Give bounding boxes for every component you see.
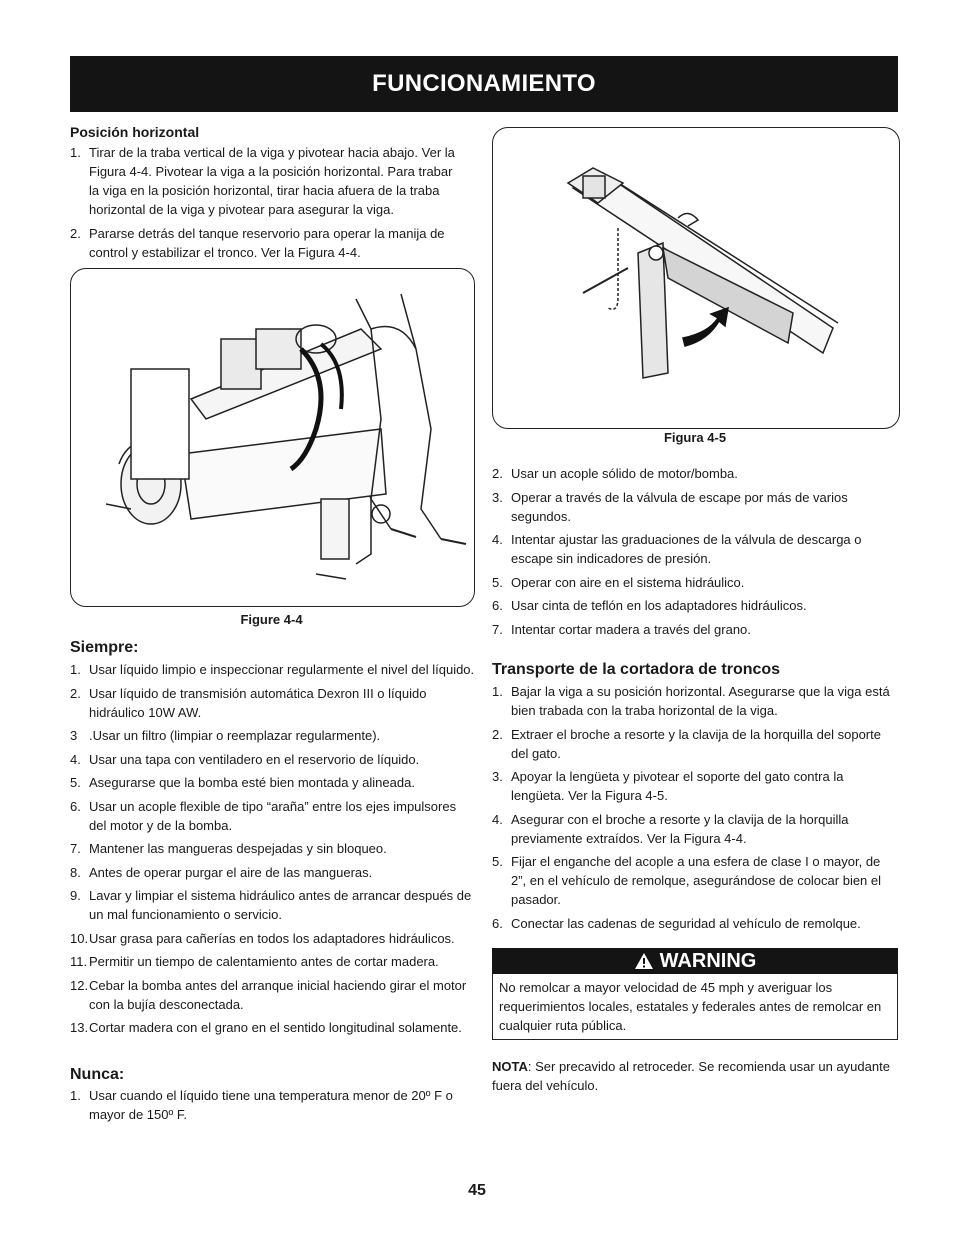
- list-nunca: [70, 1086, 465, 1129]
- figure-4-5-caption: Figura 4-5: [663, 430, 727, 445]
- list-item: 13. Cortar madera con el grano en el sentido longitudinal solamente.: [70, 1020, 462, 1035]
- figure-4-4: [70, 268, 475, 607]
- list-item: 6. Conectar las cadenas de seguridad al vehículo de remolque.: [492, 915, 861, 931]
- note-label: NOTA: [492, 1059, 528, 1074]
- list-item: 8. Antes de operar purgar el aire de las mangueras.: [70, 864, 373, 880]
- heading-transporte: Transporte de la cortadora de troncos: [492, 661, 781, 678]
- warning-header: [492, 948, 898, 974]
- list-item: 5. Operar con aire en el sistema hidráulico.: [492, 574, 745, 590]
- page-number: 45: [468, 1182, 486, 1199]
- list-item: 4. Asegurar con el broche a resorte y la clavija de la horquilla previamente extraídos. Ver la Figura 4-4.: [492, 811, 849, 846]
- list-item: 2. Usar un acople sólido de motor/bomba.: [492, 466, 738, 481]
- list-transporte: [492, 682, 898, 937]
- list-item: 5. Fijar el enganche del acople a una esfera de clase I o mayor, de 2”, en el vehículo de remolque, asegurándose de colocar bien el pasador.: [492, 854, 882, 907]
- list-item: 9. Lavar y limpiar el sistema hidráulico antes de arrancar después de un mal funcionamiento o servicio.: [70, 888, 472, 922]
- log-splitter-illustration: [71, 269, 474, 606]
- list-item: 4. Usar una tapa con ventiladero en el reservorio de líquido.: [70, 751, 420, 767]
- jack-stand-illustration: [493, 128, 899, 428]
- warning-text: No remolcar a mayor velocidad de 45 mph y averiguar los requerimientos locales, estatales y federales antes de remolcar en cualquier ruta pública.: [492, 974, 898, 1040]
- page-title: FUNCIONAMIENTO: [372, 70, 596, 97]
- list-item: 7. Mantener las mangueras despejadas y sin bloqueo.: [70, 841, 387, 856]
- list-siempre: [70, 660, 475, 1042]
- list-item: 3 .Usar un filtro (limpiar o reemplazar regularmente).: [70, 728, 381, 743]
- list-item: 11. Permitir un tiempo de calentamiento antes de cortar madera.: [70, 954, 439, 969]
- list-item: 1. Usar cuando el líquido tiene una temperatura menor de 20º F o mayor de 150º F.: [70, 1088, 453, 1122]
- list-item: 3. Apoyar la lengüeta y pivotear el soporte del gato contra la lengüeta. Ver la Figura 4-5.: [492, 769, 844, 803]
- section-header: [70, 56, 898, 112]
- list-item: 5. Asegurarse que la bomba esté bien montada y alineada.: [70, 775, 415, 790]
- heading-horizontal: Posición horizontal: [70, 124, 200, 140]
- heading-siempre: Siempre:: [70, 639, 139, 656]
- list-item: 2. Pararse detrás del tanque reservorio para operar la manija de control y estabilizar el tronco. Ver la Figura 4-4.: [70, 225, 445, 260]
- warning-triangle-icon: [634, 952, 654, 970]
- list-item: 1. Bajar la viga a su posición horizontal. Asegurarse que la viga está bien trabada con la traba horizontal de la viga.: [492, 684, 890, 718]
- list-item: 10. Usar grasa para cañerías en todos los adaptadores hidráulicos.: [70, 930, 455, 946]
- list-horizontal: [70, 143, 465, 266]
- list-item: 2. Extraer el broche a resorte y la clavija de la horquilla del soporte del gato.: [492, 726, 881, 761]
- list-item: 2. Usar líquido de transmisión automática Dexron III o líquido hidráulico 10W AW.: [70, 685, 427, 720]
- note: [492, 1057, 898, 1095]
- list-item: 3. Operar a través de la válvula de escape por más de varios segundos.: [492, 489, 848, 524]
- list-item: 12. Cebar la bomba antes del arranque inicial haciendo girar el motor con la bujía desconectada.: [70, 977, 467, 1012]
- list-item: 7. Intentar cortar madera a través del grano.: [492, 621, 751, 637]
- heading-nunca: Nunca:: [70, 1066, 125, 1083]
- list-item: 1. Usar líquido limpio e inspeccionar regularmente el nivel del líquido.: [70, 662, 475, 677]
- list-item: 4. Intentar ajustar las graduaciones de la válvula de descarga o escape sin indicadores de presión.: [492, 532, 862, 566]
- note-text: : Ser precavido al retroceder. Se recomienda usar un ayudante fuera del vehículo.: [492, 1059, 890, 1093]
- figure-4-5: [492, 127, 900, 429]
- figure-4-4-caption: Figure 4-4: [240, 612, 303, 627]
- list-nunca-continued: [492, 464, 898, 643]
- warning-label: WARNING: [659, 949, 757, 972]
- list-item: 6. Usar cinta de teflón en los adaptadores hidráulicos.: [492, 598, 807, 613]
- list-item: 1. Tirar de la traba vertical de la viga y pivotear hacia abajo. Ver la Figura 4-4. Pivotear la viga a la posición horizontal. Para trabar la viga en la posición horizontal, tirar hacia afuera de la traba horizontal de la viga y pivotear para asegurar la viga.: [70, 145, 455, 217]
- list-item: 6. Usar un acople flexible de tipo “araña” entre los ejes impulsores del motor y de la bomba.: [70, 798, 457, 833]
